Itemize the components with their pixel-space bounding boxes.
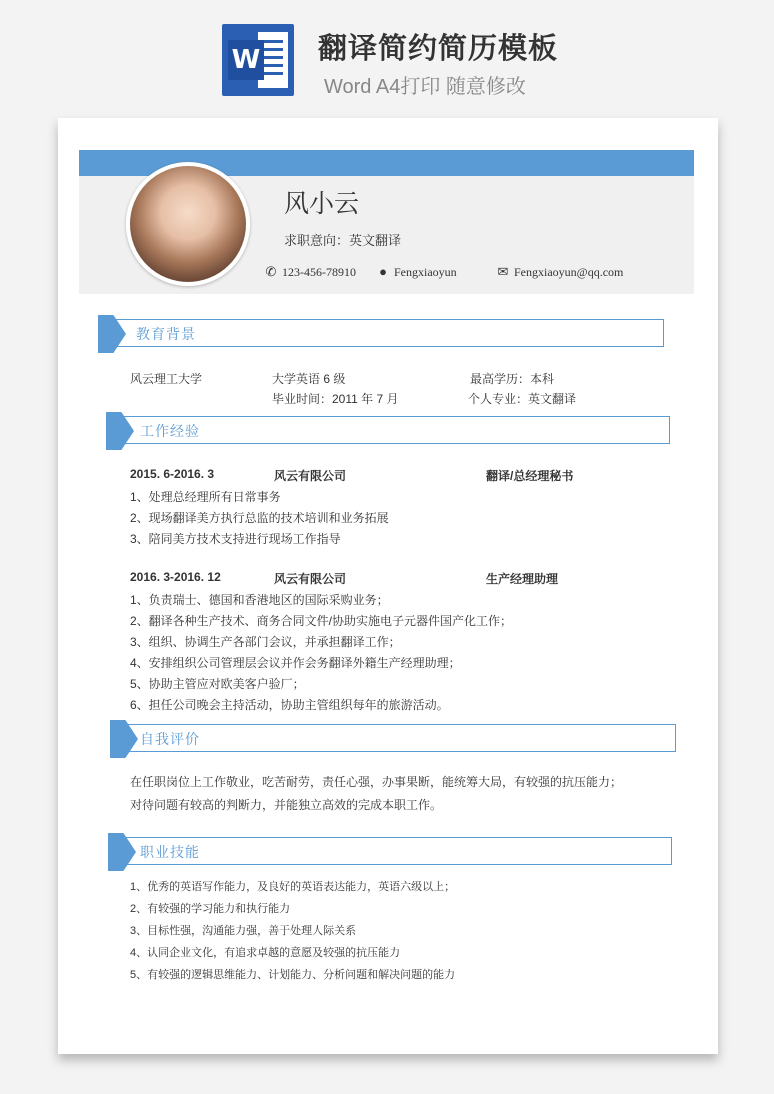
english-level: 大学英语 6 级	[272, 372, 346, 386]
highest-degree: 最高学历：本科	[470, 372, 555, 386]
banner-subtitle: Word A4打印 随意修改	[324, 76, 526, 98]
job-period: 2015. 6-2016. 3	[130, 467, 215, 481]
section-title: 教育背景	[136, 326, 196, 342]
phone-contact	[264, 264, 356, 280]
section-work-header	[108, 416, 670, 444]
skill-item: 1、优秀的英语写作能力，及良好的英语表达能力，英语六级以上；	[130, 881, 456, 893]
section-self-eval-header	[112, 724, 676, 752]
avatar	[126, 162, 250, 286]
wechat-icon: ●	[379, 264, 387, 279]
major: 个人专业：英文翻译	[468, 392, 577, 406]
self-eval-line: 在任职岗位上工作敬业，吃苦耐劳，责任心强，办事果断，能统筹大局，有较强的抗压能力；	[130, 775, 623, 789]
email-contact	[496, 264, 623, 280]
section-skills-header	[110, 837, 672, 865]
job-duty: 2、翻译各种生产技术、商务合同文件/协助实施电子元器件国产化工作；	[130, 614, 513, 628]
job-duty: 5、协助主管应对欧美客户验厂；	[130, 677, 305, 691]
job-period: 2016. 3-2016. 12	[130, 570, 221, 584]
wechat-contact	[376, 264, 457, 280]
email-address: Fengxiaoyun@qq.com	[514, 265, 624, 279]
job-company: 风云有限公司	[274, 469, 347, 483]
self-eval-line: 对待问题有较高的判断力，并能独立高效的完成本职工作。	[130, 798, 443, 812]
job-duty: 1、负责瑞士、德国和香港地区的国际采购业务；	[130, 593, 389, 607]
job-intent: 求职意向：英文翻译	[284, 233, 402, 248]
word-logo-letter: W	[228, 40, 264, 80]
word-icon	[222, 24, 294, 96]
graduation-date: 毕业时间：2011 年 7 月	[272, 392, 399, 406]
job-duty: 1、处理总经理所有日常事务	[130, 490, 281, 504]
phone-icon: ✆	[265, 264, 277, 279]
skill-item: 5、有较强的逻辑思维能力、计划能力、分析问题和解决问题的能力	[130, 969, 456, 981]
job-duty: 3、组织、协调生产各部门会议，并承担翻译工作；	[130, 635, 401, 649]
school-name: 风云理工大学	[130, 372, 203, 386]
wechat-id: Fengxiaoyun	[394, 265, 457, 279]
skill-item: 4、认同企业文化，有追求卓越的意愿及较强的抗压能力	[130, 947, 401, 959]
job-duty: 6、担任公司晚会主持活动，协助主管组织每年的旅游活动。	[130, 698, 449, 712]
skill-item: 2、有较强的学习能力和执行能力	[130, 903, 291, 915]
mail-icon: ✉	[497, 264, 509, 279]
job-duty: 4、安排组织公司管理层会议并作会务翻译外籍生产经理助理；	[130, 656, 461, 670]
banner-title: 翻译简约简历模板	[318, 33, 559, 65]
job-title: 翻译/总经理秘书	[486, 469, 574, 483]
top-banner	[0, 0, 774, 118]
job-company: 风云有限公司	[274, 572, 347, 586]
skill-item: 3、目标性强，沟通能力强，善于处理人际关系	[130, 925, 357, 937]
resume-page	[58, 118, 718, 1054]
job-duty: 3、陪同美方技术支持进行现场工作指导	[130, 532, 341, 546]
section-title: 职业技能	[140, 844, 200, 860]
phone-number: 123-456-78910	[282, 265, 356, 279]
section-education-header	[100, 319, 664, 347]
candidate-name: 风小云	[284, 190, 360, 218]
job-duty: 2、现场翻译美方执行总监的技术培训和业务拓展	[130, 511, 389, 525]
job-title: 生产经理助理	[486, 572, 559, 586]
section-title: 自我评价	[140, 731, 200, 747]
section-title: 工作经验	[140, 423, 200, 439]
